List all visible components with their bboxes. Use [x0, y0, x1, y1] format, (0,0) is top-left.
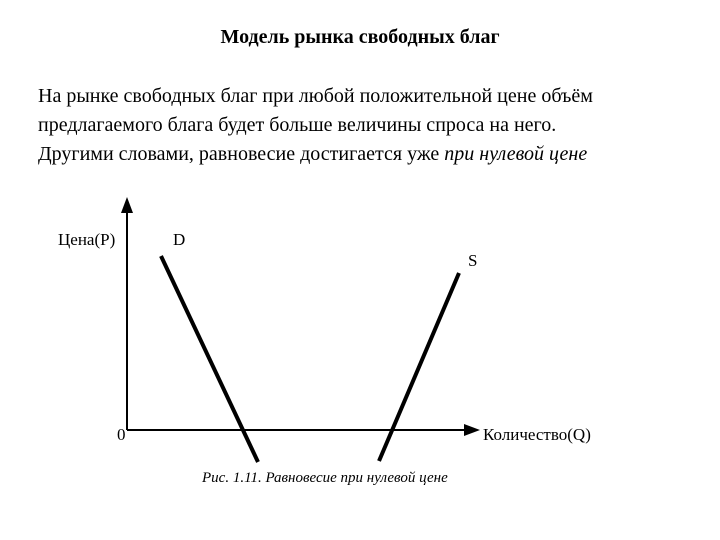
supply-label: S — [468, 251, 478, 270]
demand-curve — [161, 256, 258, 462]
y-axis-arrow — [121, 197, 133, 213]
y-axis-label: Цена(P) — [58, 230, 116, 249]
origin-label: 0 — [117, 425, 126, 444]
page-title: Модель рынка свободных благ — [220, 26, 500, 48]
x-axis-arrow — [464, 424, 480, 436]
demand-label: D — [173, 230, 186, 249]
x-axis-label: Количество(Q) — [483, 425, 591, 444]
paragraph-emphasis: при нулевой цене — [444, 143, 588, 165]
paragraph-line-2: предлагаемого блага будет больше величины спроса на него. — [38, 114, 557, 136]
paragraph-line-3-text: Другими словами, равновесие достигается уже — [38, 143, 445, 165]
supply-curve — [379, 273, 459, 461]
paragraph-line-1: На рынке свободных благ при любой положительной цене объём — [38, 85, 593, 107]
figure-caption: Рис. 1.11. Равновесие при нулевой цене — [202, 470, 448, 486]
